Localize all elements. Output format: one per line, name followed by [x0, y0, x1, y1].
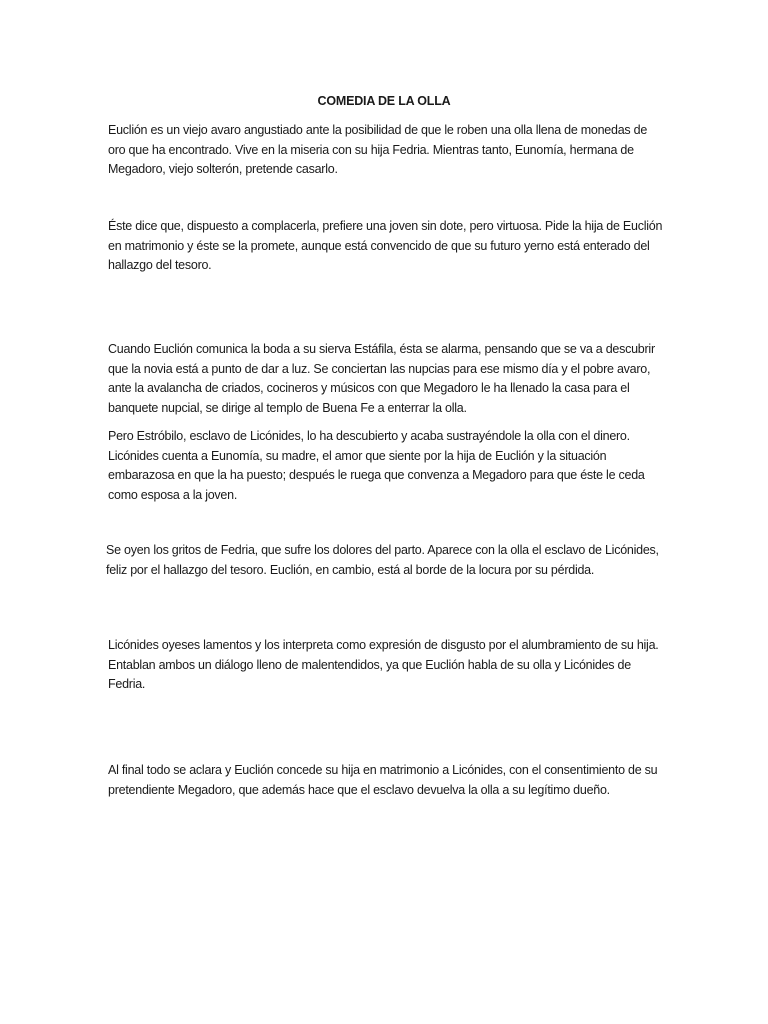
paragraph-2: Éste dice que, dispuesto a complacerla, prefiere una joven sin dote, pero virtuosa. Pide la hija de Euclión en matrimonio y éste se la promete, aunque está convencido de que su futuro yerno está enterado del hallazgo del tesoro.	[108, 219, 663, 272]
document-title: COMEDIA DE LA OLLA	[317, 94, 451, 108]
paragraph-3: Cuando Euclión comunica la boda a su sierva Estáfila, ésta se alarma, pensando que se va a descubrir que la novia está a punto de dar a luz. Se conciertan las nupcias para ese mismo día y el pobre avaro, ante la avalancha de criados, cocineros y músicos con que Megadoro le ha llenado la casa para el banquete nupcial, se dirige al templo de Buena Fe a enterrar la olla.	[108, 342, 655, 415]
paragraph-6: Licónides oyeses lamentos y los interpreta como expresión de disgusto por el alumbramiento de su hija. Entablan ambos un diálogo lleno de malentendidos, ya que Euclión habla de su olla y Licónides de Fedria.	[108, 638, 659, 691]
paragraph-7: Al final todo se aclara y Euclión concede su hija en matrimonio a Licónides, con el consentimiento de su pretendiente Megadoro, que además hace que el esclavo devuelva la olla a su legítimo dueño.	[108, 763, 658, 797]
paragraph-5: Se oyen los gritos de Fedria, que sufre los dolores del parto. Aparece con la olla el esclavo de Licónides, feliz por el hallazgo del tesoro. Euclión, en cambio, está al borde de la locura por su pérdida.	[106, 543, 659, 577]
paragraph-4: Pero Estróbilo, esclavo de Licónides, lo ha descubierto y acaba sustrayéndole la olla con el dinero. Licónides cuenta a Eunomía, su madre, el amor que siente por la hija de Euclión y la situación embarazosa en que la ha puesto; después le ruega que convenza a Megadoro para que éste le ceda como esposa a la joven.	[108, 429, 645, 502]
paragraph-1: Euclión es un viejo avaro angustiado ante la posibilidad de que le roben una olla llena de monedas de oro que ha encontrado. Vive en la miseria con su hija Fedria. Mientras tanto, Eunomía, hermana de Megadoro, viejo solterón, pretende casarlo.	[108, 123, 648, 176]
